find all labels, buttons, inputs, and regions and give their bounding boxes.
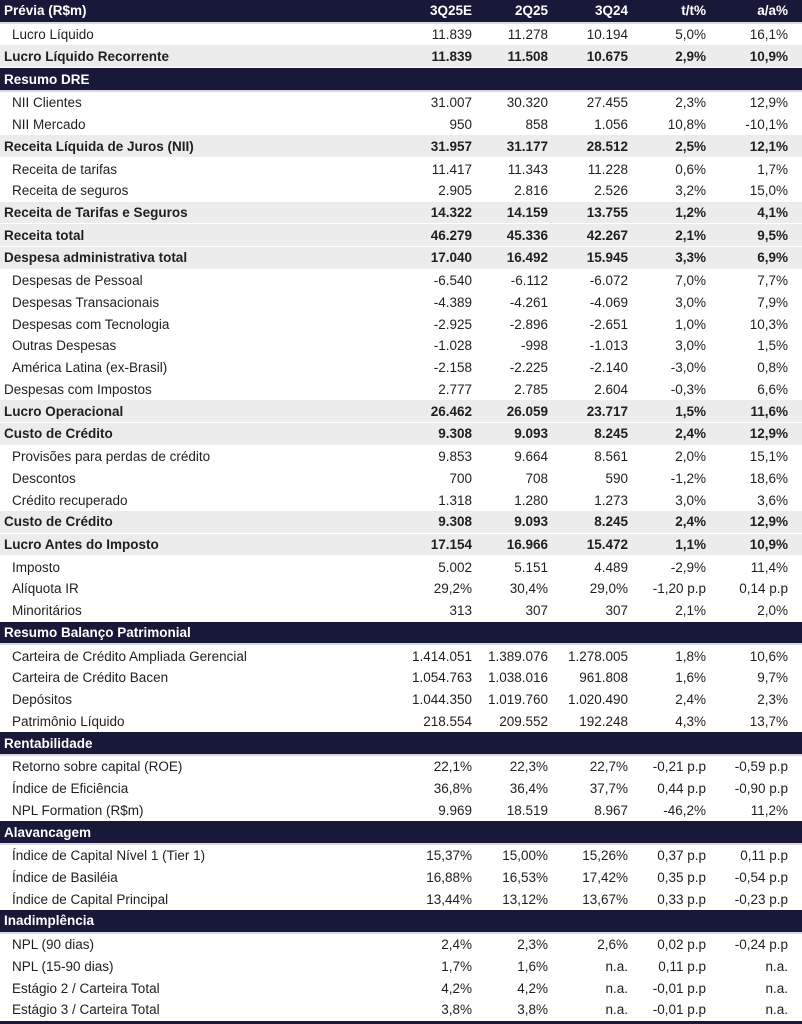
value-cell: 9,5% bbox=[757, 227, 788, 243]
value-cell: -0,3% bbox=[670, 381, 706, 397]
table-row bbox=[0, 24, 802, 46]
value-cell: 2,9% bbox=[675, 48, 706, 64]
column-header-qoq: t/t% bbox=[681, 3, 706, 19]
value-cell: 1.389.076 bbox=[487, 648, 548, 664]
value-cell: 2,4% bbox=[675, 426, 706, 442]
value-cell: 1.273 bbox=[594, 492, 628, 508]
row-label: Patrimônio Líquido bbox=[12, 713, 125, 729]
value-cell: 15,0% bbox=[749, 183, 788, 199]
value-cell: 45.336 bbox=[506, 227, 548, 243]
value-cell: 37,7% bbox=[589, 781, 628, 797]
section-header-row bbox=[0, 68, 802, 92]
row-label: Receita total bbox=[4, 227, 85, 243]
row-label: Receita de tarifas bbox=[12, 161, 118, 177]
row-label: NPL (90 dias) bbox=[12, 937, 95, 953]
value-cell: 36,8% bbox=[433, 781, 472, 797]
value-cell: 0,44 p.p bbox=[657, 781, 706, 797]
row-label: Despesa administrativa total bbox=[4, 250, 188, 266]
value-cell: 2.604 bbox=[594, 381, 628, 397]
value-cell: 2.777 bbox=[438, 381, 472, 397]
row-label: NII Mercado bbox=[12, 117, 86, 133]
table-row bbox=[0, 934, 802, 956]
value-cell: -2.651 bbox=[589, 316, 628, 332]
value-cell: 5.151 bbox=[514, 559, 548, 575]
table-row bbox=[0, 999, 802, 1021]
value-cell: 17.040 bbox=[430, 250, 472, 266]
value-cell: -0,90 p.p bbox=[734, 781, 788, 797]
table-row bbox=[0, 202, 802, 225]
table-row bbox=[0, 378, 802, 400]
column-header-3q25e: 3Q25E bbox=[429, 3, 472, 19]
value-cell: 950 bbox=[449, 117, 472, 133]
section-header-row bbox=[0, 821, 802, 845]
value-cell: 10.194 bbox=[586, 27, 628, 43]
row-label: Despesas com Impostos bbox=[4, 381, 152, 397]
row-label: Alíquota IR bbox=[12, 581, 79, 597]
column-header-2q25: 2Q25 bbox=[514, 3, 548, 19]
section-header-row bbox=[0, 622, 802, 646]
row-label: Lucro Antes do Imposto bbox=[4, 536, 159, 552]
value-cell: 1,6% bbox=[517, 958, 548, 974]
table-row bbox=[0, 270, 802, 292]
column-header-3q24: 3Q24 bbox=[594, 3, 628, 19]
value-cell: 15,37% bbox=[426, 848, 472, 864]
value-cell: -2.896 bbox=[509, 316, 548, 332]
value-cell: 3,8% bbox=[517, 1002, 548, 1018]
row-label: Índice de Capital Principal bbox=[12, 891, 169, 907]
value-cell: 2.526 bbox=[594, 183, 628, 199]
table-row bbox=[0, 956, 802, 978]
value-cell: 11,6% bbox=[750, 403, 788, 419]
value-cell: 192.248 bbox=[579, 713, 628, 729]
table-row bbox=[0, 888, 802, 910]
value-cell: 4,2% bbox=[517, 980, 548, 996]
value-cell: 12,1% bbox=[749, 138, 788, 154]
section-title: Rentabilidade bbox=[4, 735, 93, 751]
section-title: Inadimplência bbox=[4, 913, 95, 929]
value-cell: 0,35 p.p bbox=[657, 870, 706, 885]
value-cell: 2,6% bbox=[597, 937, 628, 953]
table-row bbox=[0, 689, 802, 711]
value-cell: 11.343 bbox=[507, 161, 548, 177]
table-row bbox=[0, 756, 802, 778]
value-cell: 29,2% bbox=[433, 581, 472, 597]
value-cell: n.a. bbox=[765, 1002, 788, 1018]
row-label: Receita Líquida de Juros (NII) bbox=[4, 138, 194, 154]
value-cell: 30,4% bbox=[509, 581, 548, 597]
value-cell: 3,0% bbox=[675, 338, 706, 354]
value-cell: 1.414.051 bbox=[411, 648, 472, 664]
value-cell: -4.069 bbox=[589, 294, 628, 310]
value-cell: 11.228 bbox=[587, 161, 628, 177]
value-cell: 1.054.763 bbox=[411, 670, 472, 686]
value-cell: -2.925 bbox=[433, 316, 472, 332]
table-row bbox=[0, 977, 802, 999]
row-label: Despesas com Tecnologia bbox=[12, 316, 170, 332]
value-cell: 307 bbox=[605, 603, 628, 619]
value-cell: 6,9% bbox=[757, 250, 788, 266]
row-label: Custo de Crédito bbox=[4, 426, 113, 442]
value-cell: 1,7% bbox=[757, 161, 788, 177]
value-cell: 2.785 bbox=[514, 381, 548, 397]
value-cell: 26.059 bbox=[506, 403, 548, 419]
value-cell: 1,8% bbox=[675, 648, 706, 664]
value-cell: 11.839 bbox=[431, 48, 472, 64]
value-cell: 1,0% bbox=[675, 316, 706, 332]
value-cell: -1,2% bbox=[670, 470, 706, 486]
table-row bbox=[0, 845, 802, 867]
value-cell: 9.664 bbox=[514, 449, 548, 465]
row-label: Despesas de Pessoal bbox=[12, 273, 143, 289]
value-cell: -0,21 p.p bbox=[652, 759, 706, 775]
value-cell: -0,01 p.p bbox=[652, 980, 706, 996]
value-cell: 0,8% bbox=[757, 360, 788, 376]
value-cell: 2.816 bbox=[514, 183, 548, 199]
value-cell: 9,7% bbox=[757, 670, 788, 686]
value-cell: n.a. bbox=[605, 958, 628, 974]
value-cell: 11.839 bbox=[431, 27, 472, 43]
value-cell: 2,5% bbox=[675, 138, 706, 154]
value-cell: 5.002 bbox=[438, 559, 472, 575]
value-cell: n.a. bbox=[605, 980, 628, 996]
value-cell: -0,54 p.p bbox=[734, 870, 788, 885]
value-cell: 1.056 bbox=[594, 117, 628, 133]
value-cell: 2,0% bbox=[675, 449, 706, 465]
value-cell: 8.561 bbox=[594, 449, 628, 465]
value-cell: 1.038.016 bbox=[487, 670, 548, 686]
row-label: América Latina (ex-Brasil) bbox=[12, 360, 168, 376]
table-row bbox=[0, 556, 802, 578]
value-cell: 11,4% bbox=[750, 559, 788, 575]
value-cell: 31.957 bbox=[430, 138, 472, 154]
row-label: Imposto bbox=[12, 559, 61, 575]
table-row bbox=[0, 446, 802, 468]
value-cell: 13,67% bbox=[582, 891, 628, 907]
value-cell: -6.540 bbox=[433, 273, 472, 289]
value-cell: 8.967 bbox=[594, 802, 628, 818]
value-cell: 31.007 bbox=[430, 95, 472, 111]
value-cell: 0,02 p.p bbox=[657, 937, 706, 953]
value-cell: 22,7% bbox=[589, 759, 628, 775]
row-label: NPL Formation (R$m) bbox=[12, 802, 144, 818]
value-cell: 17.154 bbox=[430, 536, 472, 552]
table-row bbox=[0, 667, 802, 689]
table-row bbox=[0, 711, 802, 733]
value-cell: n.a. bbox=[765, 980, 788, 996]
table-row bbox=[0, 158, 802, 180]
value-cell: 3,2% bbox=[675, 183, 706, 199]
value-cell: 16,53% bbox=[502, 870, 548, 885]
row-label: Retorno sobre capital (ROE) bbox=[12, 759, 183, 775]
value-cell: 12,9% bbox=[749, 95, 788, 111]
value-cell: 961.808 bbox=[579, 670, 628, 686]
value-cell: -4.389 bbox=[433, 294, 472, 310]
value-cell: 6,6% bbox=[757, 381, 788, 397]
value-cell: -6.072 bbox=[589, 273, 628, 289]
table-row bbox=[0, 467, 802, 489]
table-row bbox=[0, 292, 802, 314]
value-cell: n.a. bbox=[605, 1002, 628, 1018]
value-cell: -0,24 p.p bbox=[734, 937, 788, 953]
value-cell: 1.280 bbox=[514, 492, 548, 508]
value-cell: 307 bbox=[525, 603, 548, 619]
value-cell: 1.318 bbox=[438, 492, 472, 508]
row-label: Custo de Crédito bbox=[4, 514, 113, 530]
value-cell: 15,26% bbox=[582, 848, 628, 864]
value-cell: 5,0% bbox=[675, 27, 706, 43]
section-title: Resumo DRE bbox=[4, 71, 90, 87]
value-cell: 13,12% bbox=[502, 891, 548, 907]
value-cell: 11.508 bbox=[507, 48, 548, 64]
row-label: NPL (15-90 dias) bbox=[12, 958, 114, 974]
value-cell: 1,2% bbox=[675, 204, 706, 220]
table-row bbox=[0, 489, 802, 511]
row-label: Receita de seguros bbox=[12, 183, 129, 199]
value-cell: 2,4% bbox=[675, 514, 706, 530]
value-cell: 30.320 bbox=[506, 95, 548, 111]
value-cell: 0,6% bbox=[675, 161, 706, 177]
row-label: Descontos bbox=[12, 470, 76, 486]
row-label: Carteira de Crédito Ampliada Gerencial bbox=[12, 648, 247, 664]
row-label: Estágio 3 / Carteira Total bbox=[12, 1002, 160, 1018]
table-header-row bbox=[0, 0, 802, 24]
value-cell: -2.225 bbox=[509, 360, 548, 376]
row-label: NII Clientes bbox=[12, 95, 82, 111]
value-cell: 12,9% bbox=[749, 426, 788, 442]
row-label: Depósitos bbox=[12, 692, 73, 708]
row-label: Lucro Operacional bbox=[4, 403, 124, 419]
table-row bbox=[0, 335, 802, 357]
value-cell: 209.552 bbox=[499, 713, 548, 729]
value-cell: 1,6% bbox=[675, 670, 706, 686]
value-cell: 4,1% bbox=[757, 204, 788, 220]
value-cell: 7,9% bbox=[757, 294, 788, 310]
table-title: Prévia (R$m) bbox=[4, 3, 87, 19]
table-row bbox=[0, 534, 802, 557]
value-cell: 0,14 p.p bbox=[739, 581, 788, 597]
value-cell: 2,4% bbox=[675, 692, 706, 708]
value-cell: 22,1% bbox=[433, 759, 472, 775]
value-cell: 0,33 p.p bbox=[657, 891, 706, 907]
row-label: Índice de Eficiência bbox=[12, 781, 129, 797]
row-label: Lucro Líquido bbox=[12, 27, 94, 43]
table-row bbox=[0, 867, 802, 889]
value-cell: 31.177 bbox=[506, 138, 548, 154]
section-title: Resumo Balanço Patrimonial bbox=[4, 624, 191, 640]
value-cell: 14.159 bbox=[506, 204, 548, 220]
value-cell: 4,2% bbox=[441, 980, 472, 996]
table-row bbox=[0, 357, 802, 379]
value-cell: -46,2% bbox=[663, 802, 706, 818]
value-cell: 1.278.005 bbox=[567, 648, 628, 664]
value-cell: 4.489 bbox=[594, 559, 628, 575]
value-cell: 2,1% bbox=[675, 603, 706, 619]
value-cell: 1.019.760 bbox=[487, 692, 548, 708]
value-cell: -2.158 bbox=[433, 360, 472, 376]
value-cell: 10,3% bbox=[749, 316, 788, 332]
value-cell: 10,9% bbox=[749, 48, 788, 64]
row-label: Receita de Tarifas e Seguros bbox=[4, 204, 188, 220]
value-cell: 16,88% bbox=[426, 870, 472, 885]
value-cell: 46.279 bbox=[430, 227, 472, 243]
row-label: Índice de Basiléia bbox=[12, 870, 118, 885]
value-cell: 8.245 bbox=[594, 426, 628, 442]
value-cell: 9.308 bbox=[438, 514, 472, 530]
section-title: Alavancagem bbox=[4, 824, 92, 840]
value-cell: 590 bbox=[605, 470, 628, 486]
value-cell: 700 bbox=[449, 470, 472, 486]
value-cell: 13,7% bbox=[749, 713, 788, 729]
value-cell: -10,1% bbox=[745, 117, 788, 133]
value-cell: 29,0% bbox=[589, 581, 628, 597]
value-cell: 8.245 bbox=[594, 514, 628, 530]
value-cell: 22,3% bbox=[509, 759, 548, 775]
value-cell: 14.322 bbox=[430, 204, 472, 220]
row-label: Carteira de Crédito Bacen bbox=[12, 670, 169, 686]
row-label: Despesas Transacionais bbox=[12, 294, 160, 310]
value-cell: 11.417 bbox=[431, 161, 472, 177]
value-cell: 4,3% bbox=[675, 713, 706, 729]
value-cell: 3,3% bbox=[675, 250, 706, 266]
value-cell: 10.675 bbox=[586, 48, 628, 64]
value-cell: -3,0% bbox=[670, 360, 706, 376]
value-cell: 9.969 bbox=[438, 802, 472, 818]
value-cell: 15.945 bbox=[586, 250, 628, 266]
value-cell: 3,0% bbox=[675, 294, 706, 310]
table-row bbox=[0, 135, 802, 158]
value-cell: 13,44% bbox=[426, 891, 472, 907]
table-row bbox=[0, 114, 802, 136]
row-label: Crédito recuperado bbox=[12, 492, 128, 508]
value-cell: -0,01 p.p bbox=[652, 1002, 706, 1018]
value-cell: 1.044.350 bbox=[411, 692, 472, 708]
value-cell: 1,7% bbox=[441, 958, 472, 974]
value-cell: 15,1% bbox=[749, 449, 788, 465]
row-label: Estágio 2 / Carteira Total bbox=[12, 980, 160, 996]
value-cell: 16.966 bbox=[506, 536, 548, 552]
value-cell: 3,6% bbox=[757, 492, 788, 508]
value-cell: 0,11 p.p bbox=[740, 848, 788, 864]
table-row bbox=[0, 224, 802, 247]
value-cell: 27.455 bbox=[586, 95, 628, 111]
row-label: Lucro Líquido Recorrente bbox=[4, 48, 170, 64]
value-cell: 2,3% bbox=[675, 95, 706, 111]
value-cell: n.a. bbox=[765, 958, 788, 974]
value-cell: 1,1% bbox=[675, 536, 706, 552]
value-cell: -2.140 bbox=[589, 360, 628, 376]
row-label: Minoritários bbox=[12, 603, 82, 619]
value-cell: 7,0% bbox=[675, 273, 706, 289]
value-cell: 28.512 bbox=[586, 138, 628, 154]
table-row bbox=[0, 799, 802, 821]
table-row bbox=[0, 247, 802, 270]
section-header-row bbox=[0, 910, 802, 934]
row-label: Outras Despesas bbox=[12, 338, 117, 354]
value-cell: -1.013 bbox=[589, 338, 628, 354]
value-cell: 0,37 p.p bbox=[657, 848, 706, 864]
value-cell: 15.472 bbox=[586, 536, 628, 552]
value-cell: -6.112 bbox=[510, 273, 548, 289]
value-cell: 11,2% bbox=[750, 802, 788, 818]
column-header-yoy: a/a% bbox=[757, 3, 788, 19]
value-cell: 2.905 bbox=[438, 183, 472, 199]
value-cell: 36,4% bbox=[509, 781, 548, 797]
value-cell: 2,1% bbox=[675, 227, 706, 243]
table-row bbox=[0, 600, 802, 622]
section-header-row bbox=[0, 732, 802, 756]
value-cell: 12,9% bbox=[749, 514, 788, 530]
table-row bbox=[0, 423, 802, 446]
table-row bbox=[0, 511, 802, 534]
table-row bbox=[0, 645, 802, 667]
value-cell: 10,8% bbox=[667, 117, 706, 133]
value-cell: 18.519 bbox=[506, 802, 548, 818]
value-cell: -1.028 bbox=[433, 338, 472, 354]
table-row bbox=[0, 45, 802, 68]
value-cell: 17,42% bbox=[582, 870, 628, 885]
value-cell: 1.020.490 bbox=[567, 692, 628, 708]
value-cell: 9.308 bbox=[438, 426, 472, 442]
value-cell: 2,0% bbox=[757, 603, 788, 619]
value-cell: 11.278 bbox=[507, 27, 548, 43]
value-cell: 2,4% bbox=[441, 937, 472, 953]
value-cell: 10,9% bbox=[749, 536, 788, 552]
value-cell: 7,7% bbox=[757, 273, 788, 289]
table-row bbox=[0, 578, 802, 600]
value-cell: -998 bbox=[520, 338, 548, 354]
value-cell: 16.492 bbox=[506, 250, 548, 266]
value-cell: 9.853 bbox=[438, 449, 472, 465]
value-cell: 23.717 bbox=[586, 403, 628, 419]
value-cell: 15,00% bbox=[502, 848, 548, 864]
value-cell: -1,20 p.p bbox=[652, 581, 706, 597]
value-cell: 313 bbox=[449, 603, 472, 619]
table-row bbox=[0, 400, 802, 423]
table-row bbox=[0, 92, 802, 114]
row-label: Provisões para perdas de crédito bbox=[12, 449, 211, 465]
value-cell: 1,5% bbox=[757, 338, 788, 354]
table-row bbox=[0, 313, 802, 335]
value-cell: 708 bbox=[525, 470, 548, 486]
value-cell: 9.093 bbox=[514, 514, 548, 530]
table-row bbox=[0, 778, 802, 800]
value-cell: -4.261 bbox=[509, 294, 548, 310]
value-cell: -2,9% bbox=[670, 559, 706, 575]
value-cell: 3,8% bbox=[441, 1002, 472, 1018]
value-cell: 0,11 p.p bbox=[658, 958, 706, 974]
row-label: Índice de Capital Nível 1 (Tier 1) bbox=[12, 848, 206, 864]
value-cell: 10,6% bbox=[749, 648, 788, 664]
table-row bbox=[0, 180, 802, 202]
value-cell: 9.093 bbox=[514, 426, 548, 442]
value-cell: 18,6% bbox=[749, 470, 788, 486]
value-cell: -0,59 p.p bbox=[734, 759, 788, 775]
value-cell: -0,23 p.p bbox=[734, 891, 788, 907]
value-cell: 218.554 bbox=[423, 713, 472, 729]
value-cell: 26.462 bbox=[430, 403, 472, 419]
value-cell: 42.267 bbox=[586, 227, 628, 243]
value-cell: 1,5% bbox=[675, 403, 706, 419]
value-cell: 858 bbox=[525, 117, 548, 133]
value-cell: 16,1% bbox=[749, 27, 788, 43]
value-cell: 2,3% bbox=[517, 937, 548, 953]
value-cell: 3,0% bbox=[675, 492, 706, 508]
value-cell: 2,3% bbox=[757, 692, 788, 708]
value-cell: 13.755 bbox=[586, 204, 628, 220]
